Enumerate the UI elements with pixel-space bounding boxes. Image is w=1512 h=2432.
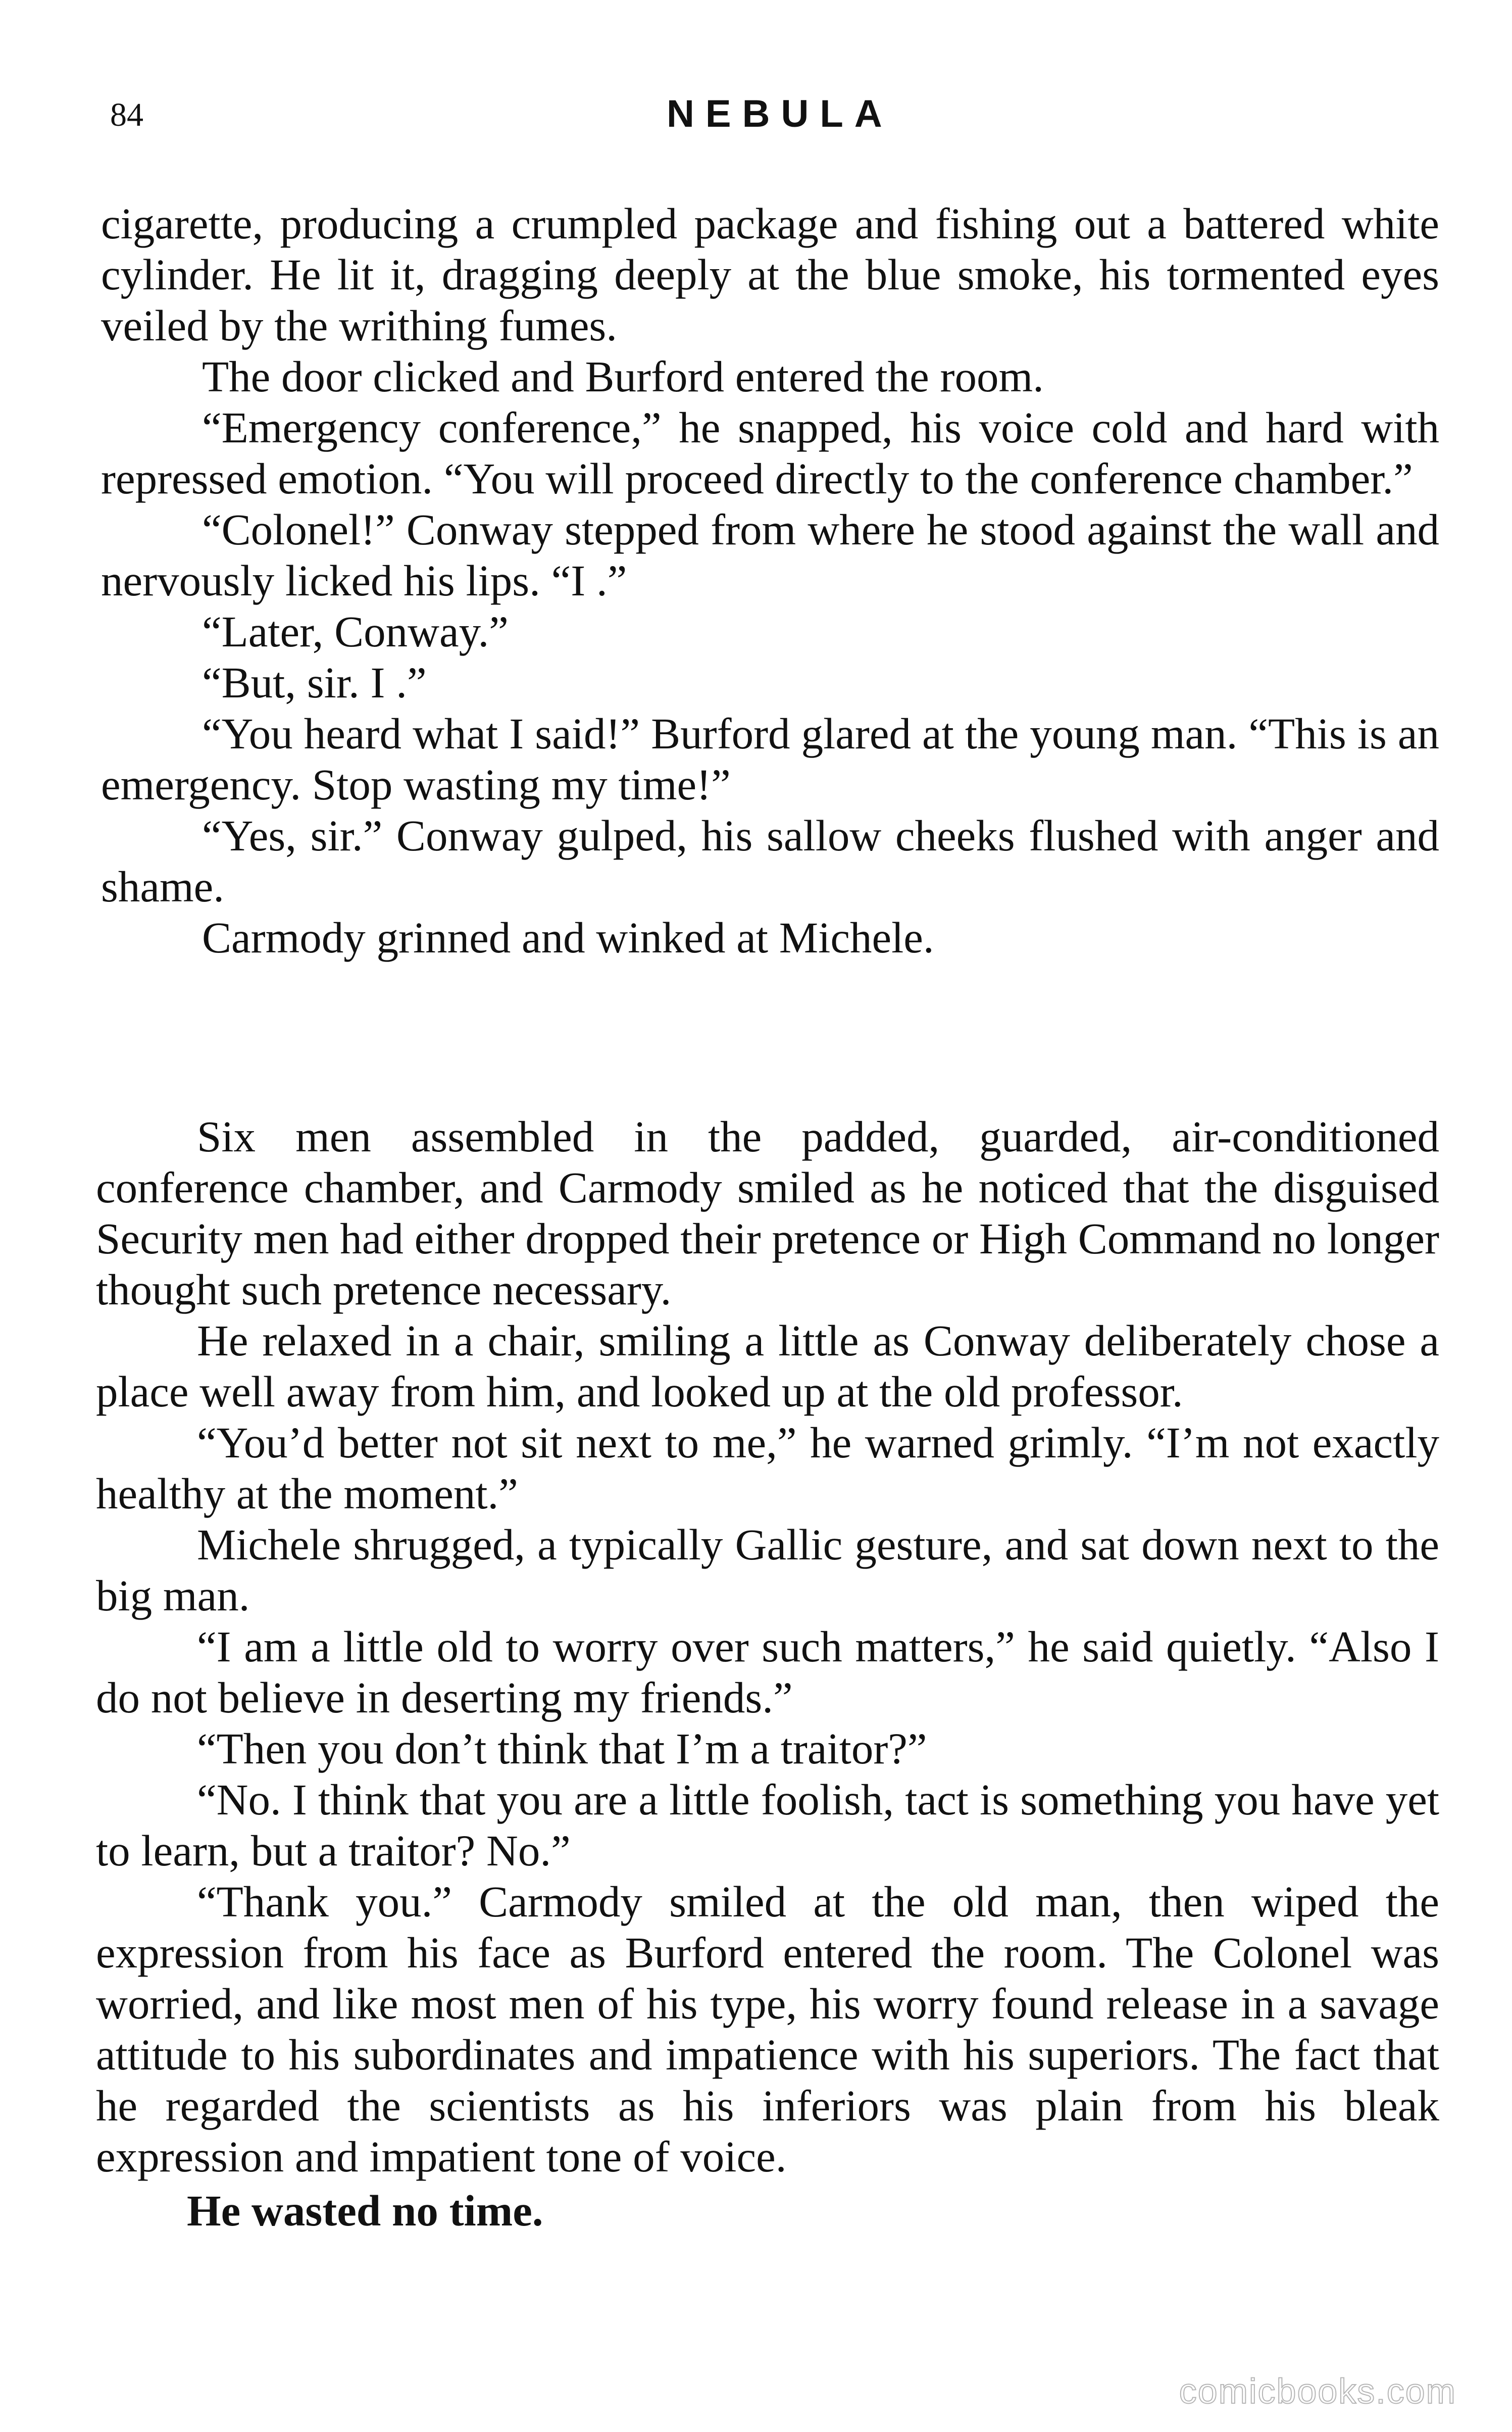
paragraph: Carmody grinned and winked at Michele. [202, 913, 934, 962]
paragraph: “Yes, sir.” Conway gulped, his sallow cheeks flushed with anger and shame. [101, 811, 1439, 911]
text-section-1 [101, 198, 1439, 963]
paragraph: Six men assembled in the padded, guarded, air-conditioned conference chamber, and Carmody smiled as he noticed that the disguised Security men had either dropped their pretence or High Command no longer thought such pretence necessary. [96, 1112, 1439, 1314]
paragraph: “I am a little old to worry over such matters,” he said quietly. “Also I do not believe in deserting my friends.” [96, 1622, 1439, 1722]
paragraph: cigarette, producing a crumpled package and fishing out a battered white cylinder. He lit it, dragging deeply at the blue smoke, his tormented eyes veiled by the writhing fumes. [101, 199, 1439, 350]
paragraph: “Colonel!” Conway stepped from where he stood against the wall and nervously licked his lips. “I .” [101, 505, 1439, 605]
paragraph: The door clicked and Burford entered the room. [202, 352, 1044, 401]
paragraph: “You’d better not sit next to me,” he warned grimly. “I’m not exactly healthy at the moment.” [96, 1418, 1439, 1518]
watermark: comicbooks.com [1179, 2371, 1456, 2411]
paragraph: “Then you don’t think that I’m a traitor?” [197, 1724, 927, 1773]
text-section-2 [96, 1111, 1439, 2236]
running-head: NEBULA [667, 92, 893, 135]
paragraph: “You heard what I said!” Burford glared at the young man. “This is an emergency. Stop wasting my time!” [101, 709, 1439, 809]
closing-line: He wasted no time. [187, 2186, 543, 2235]
paragraph: “Emergency conference,” he snapped, his voice cold and hard with repressed emotion. “You will proceed directly to the conference chamber.” [101, 403, 1439, 503]
paragraph: “No. I think that you are a little foolish, tact is something you have yet to learn, but a traitor? No.” [96, 1775, 1439, 1875]
paragraph: “But, sir. I .” [202, 658, 427, 707]
paragraph: “Later, Conway.” [202, 607, 509, 656]
paragraph: “Thank you.” Carmody smiled at the old man, then wiped the expression from his face as Burford entered the room. The Colonel was worried, and like most men of his type, his worry found release in a savage attitude to his subordinates and impatience with his superiors. The fact that he regarded the scientists as his inferiors was plain from his bleak expression and impatient tone of voice. [96, 1877, 1439, 2181]
paragraph: He relaxed in a chair, smiling a little as Conway deliberately chose a place well away from him, and looked up at the old professor. [96, 1316, 1439, 1416]
page-number: 84 [110, 96, 143, 133]
paragraph: Michele shrugged, a typically Gallic gesture, and sat down next to the big man. [96, 1520, 1439, 1620]
